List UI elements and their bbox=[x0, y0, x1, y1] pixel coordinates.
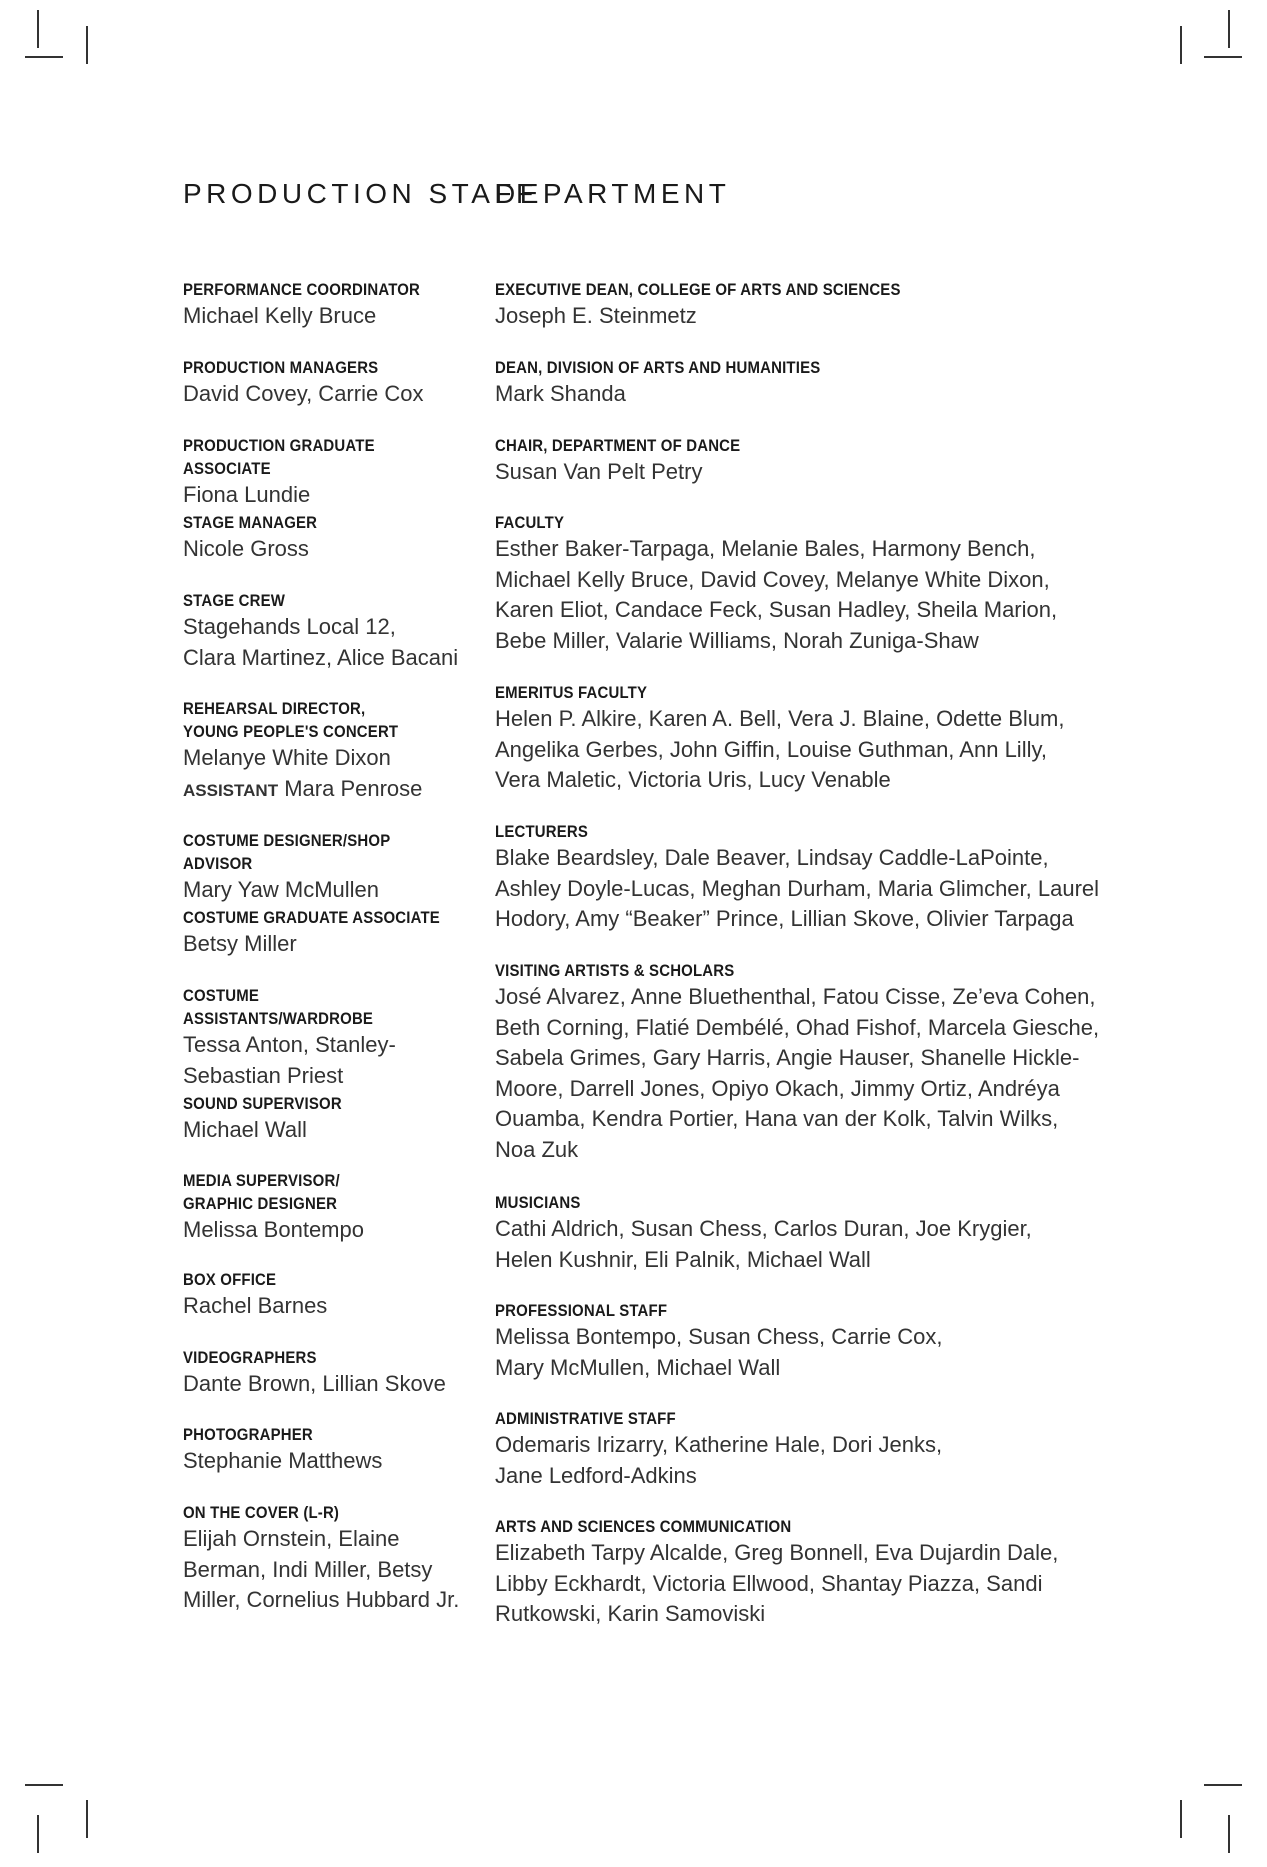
role-label: COSTUME ASSISTANTS/WARDROBE bbox=[183, 986, 374, 1028]
names: Beth Corning, Flatié Dembélé, Ohad Fishof, Marcela Giesche, bbox=[495, 1014, 1100, 1040]
credit-entry bbox=[183, 906, 483, 960]
credit-entry bbox=[183, 1423, 483, 1477]
crop-mark bbox=[1204, 56, 1242, 58]
names: David Covey, Carrie Cox bbox=[183, 381, 424, 406]
names: Libby Eckhardt, Victoria Ellwood, Shantay Piazza, Sandi bbox=[495, 1570, 1043, 1596]
names: Helen Kushnir, Eli Palnik, Michael Wall bbox=[495, 1246, 871, 1272]
credit-entry bbox=[183, 278, 483, 332]
names: Joseph E. Steinmetz bbox=[495, 303, 697, 328]
names: Cathi Aldrich, Susan Chess, Carlos Duran, Joe Krygier, bbox=[495, 1216, 1032, 1241]
names: Dante Brown, Lillian Skove bbox=[183, 1371, 446, 1396]
role-label: ADMINISTRATIVE STAFF bbox=[495, 1409, 676, 1428]
role-label: MUSICIANS bbox=[495, 1193, 581, 1212]
names: Betsy Miller bbox=[183, 931, 297, 956]
credit-entry bbox=[495, 1515, 1135, 1630]
role-label: FACULTY bbox=[495, 513, 565, 532]
credit-entry bbox=[495, 820, 1135, 935]
credit-entry bbox=[183, 1501, 483, 1616]
credit-entry bbox=[183, 1169, 483, 1246]
assistant-name: Mara Penrose bbox=[284, 775, 423, 801]
role-label: CHAIR, DEPARTMENT OF DANCE bbox=[495, 436, 741, 455]
names: Hodory, Amy “Beaker” Prince, Lillian Skove, Olivier Tarpaga bbox=[495, 906, 1074, 931]
names: José Alvarez, Anne Bluethenthal, Fatou Cisse, Ze’eva Cohen, bbox=[495, 984, 1096, 1009]
names: Rutkowski, Karin Samoviski bbox=[495, 1601, 766, 1626]
names: Tessa Anton, Stanley- bbox=[183, 1032, 396, 1057]
credit-entry bbox=[183, 1346, 483, 1400]
names: Blake Beardsley, Dale Beaver, Lindsay Caddle-LaPointe, bbox=[495, 845, 1049, 870]
credit-entry bbox=[183, 511, 483, 565]
role-label: PRODUCTION MANAGERS bbox=[183, 358, 379, 377]
names: Odemaris Irizarry, Katherine Hale, Dori Jenks, bbox=[495, 1432, 943, 1457]
crop-mark bbox=[86, 26, 88, 64]
names: Karen Eliot, Candace Feck, Susan Hadley, Sheila Marion, bbox=[495, 597, 1058, 622]
role-label: PRODUCTION GRADUATE ASSOCIATE bbox=[183, 436, 375, 478]
role-label: MEDIA SUPERVISOR/ bbox=[183, 1171, 340, 1190]
role-label: SOUND SUPERVISOR bbox=[183, 1094, 342, 1113]
role-label: ON THE COVER (L-R) bbox=[183, 1503, 340, 1522]
credit-entry bbox=[183, 829, 483, 906]
credit-entry bbox=[495, 1191, 1135, 1275]
crop-mark bbox=[1180, 26, 1182, 64]
names: Stephanie Matthews bbox=[183, 1448, 383, 1473]
role-label: DEAN, DIVISION OF ARTS AND HUMANITIES bbox=[495, 358, 821, 377]
names: Mark Shanda bbox=[495, 381, 626, 406]
role-label: COSTUME GRADUATE ASSOCIATE bbox=[183, 908, 440, 927]
names: Nicole Gross bbox=[183, 536, 309, 561]
role-label: VIDEOGRAPHERS bbox=[183, 1348, 317, 1367]
role-label: GRAPHIC DESIGNER bbox=[183, 1194, 338, 1213]
credit-entry bbox=[495, 434, 1135, 488]
names: Melissa Bontempo, Susan Chess, Carrie Cox, bbox=[495, 1324, 943, 1349]
names: Fiona Lundie bbox=[183, 482, 311, 507]
assistant-line bbox=[183, 774, 483, 807]
crop-mark bbox=[37, 1815, 39, 1853]
credit-entry bbox=[183, 984, 483, 1091]
names: Bebe Miller, Valarie Williams, Norah Zuniga-Shaw bbox=[495, 627, 979, 653]
role-label: STAGE CREW bbox=[183, 591, 286, 610]
names: Mary McMullen, Michael Wall bbox=[495, 1354, 781, 1380]
names: Stagehands Local 12, bbox=[183, 614, 396, 639]
names: Ouamba, Kendra Portier, Hana van der Kolk, Talvin Wilks, bbox=[495, 1106, 1059, 1131]
names: Noa Zuk bbox=[495, 1136, 579, 1162]
names: Sabela Grimes, Gary Harris, Angie Hauser, Shanelle Hickle- bbox=[495, 1045, 1080, 1070]
names: Sebastian Priest bbox=[183, 1062, 344, 1088]
role-label: YOUNG PEOPLE'S CONCERT bbox=[183, 722, 399, 741]
role-label: BOX OFFICE bbox=[183, 1270, 277, 1289]
credit-entry bbox=[183, 589, 483, 673]
role-label: EXECUTIVE DEAN, COLLEGE OF ARTS AND SCIENCES bbox=[495, 280, 901, 299]
production-staff-heading: PRODUCTION STAFF bbox=[183, 178, 538, 209]
names: Mary Yaw McMullen bbox=[183, 877, 380, 902]
credit-entry bbox=[183, 356, 483, 410]
crop-mark bbox=[86, 1800, 88, 1838]
credit-entry bbox=[183, 1268, 483, 1322]
credit-entry bbox=[183, 434, 483, 511]
names: Clara Martinez, Alice Bacani bbox=[183, 644, 459, 670]
role-label: EMERITUS FACULTY bbox=[495, 683, 648, 702]
names: Elizabeth Tarpy Alcalde, Greg Bonnell, Eva Dujardin Dale, bbox=[495, 1540, 1059, 1565]
credit-entry bbox=[495, 959, 1135, 1165]
role-label: ARTS AND SCIENCES COMMUNICATION bbox=[495, 1517, 792, 1536]
names: Berman, Indi Miller, Betsy bbox=[183, 1556, 433, 1582]
names: Elijah Ornstein, Elaine bbox=[183, 1526, 400, 1551]
names: Michael Kelly Bruce, David Covey, Melanye White Dixon, bbox=[495, 566, 1050, 592]
names: Michael Wall bbox=[183, 1117, 307, 1142]
role-label: PERFORMANCE COORDINATOR bbox=[183, 280, 421, 299]
names: Helen P. Alkire, Karen A. Bell, Vera J. Blaine, Odette Blum, bbox=[495, 706, 1065, 731]
role-label: COSTUME DESIGNER/SHOP ADVISOR bbox=[183, 831, 391, 873]
names: Vera Maletic, Victoria Uris, Lucy Venable bbox=[495, 767, 891, 792]
crop-mark bbox=[25, 1784, 63, 1786]
names: Michael Kelly Bruce bbox=[183, 303, 377, 328]
names: Susan Van Pelt Petry bbox=[495, 459, 703, 484]
credit-entry bbox=[495, 511, 1135, 656]
crop-mark bbox=[1228, 10, 1230, 48]
names: Moore, Darrell Jones, Opiyo Okach, Jimmy Ortiz, Andréya bbox=[495, 1075, 1060, 1101]
assistant-label: ASSISTANT bbox=[183, 780, 279, 800]
crop-mark bbox=[1204, 1784, 1242, 1786]
crop-mark bbox=[37, 10, 39, 48]
role-label: PROFESSIONAL STAFF bbox=[495, 1301, 668, 1320]
department-heading: DEPARTMENT bbox=[495, 178, 731, 209]
names: Jane Ledford-Adkins bbox=[495, 1462, 697, 1488]
crop-mark bbox=[1180, 1800, 1182, 1838]
role-label: LECTURERS bbox=[495, 822, 589, 841]
names: Miller, Cornelius Hubbard Jr. bbox=[183, 1587, 460, 1612]
credit-entry bbox=[183, 1092, 483, 1146]
role-label: STAGE MANAGER bbox=[183, 513, 318, 532]
role-label: REHEARSAL DIRECTOR, bbox=[183, 699, 366, 718]
role-label: PHOTOGRAPHER bbox=[183, 1425, 313, 1444]
names: Melissa Bontempo bbox=[183, 1217, 364, 1242]
credit-entry bbox=[495, 356, 1135, 410]
names: Ashley Doyle-Lucas, Meghan Durham, Maria Glimcher, Laurel bbox=[495, 875, 1100, 901]
crop-mark bbox=[1228, 1815, 1230, 1853]
names: Esther Baker-Tarpaga, Melanie Bales, Harmony Bench, bbox=[495, 536, 1036, 561]
role-label: VISITING ARTISTS & SCHOLARS bbox=[495, 961, 735, 980]
names: Melanye White Dixon bbox=[183, 745, 391, 770]
credit-entry bbox=[495, 1407, 1135, 1491]
credit-entry bbox=[495, 681, 1135, 796]
credit-entry bbox=[495, 278, 1135, 332]
credit-entry bbox=[495, 1299, 1135, 1383]
crop-mark bbox=[25, 56, 63, 58]
names: Angelika Gerbes, John Giffin, Louise Guthman, Ann Lilly, bbox=[495, 736, 1047, 762]
credit-entry bbox=[183, 697, 483, 806]
names: Rachel Barnes bbox=[183, 1293, 328, 1318]
